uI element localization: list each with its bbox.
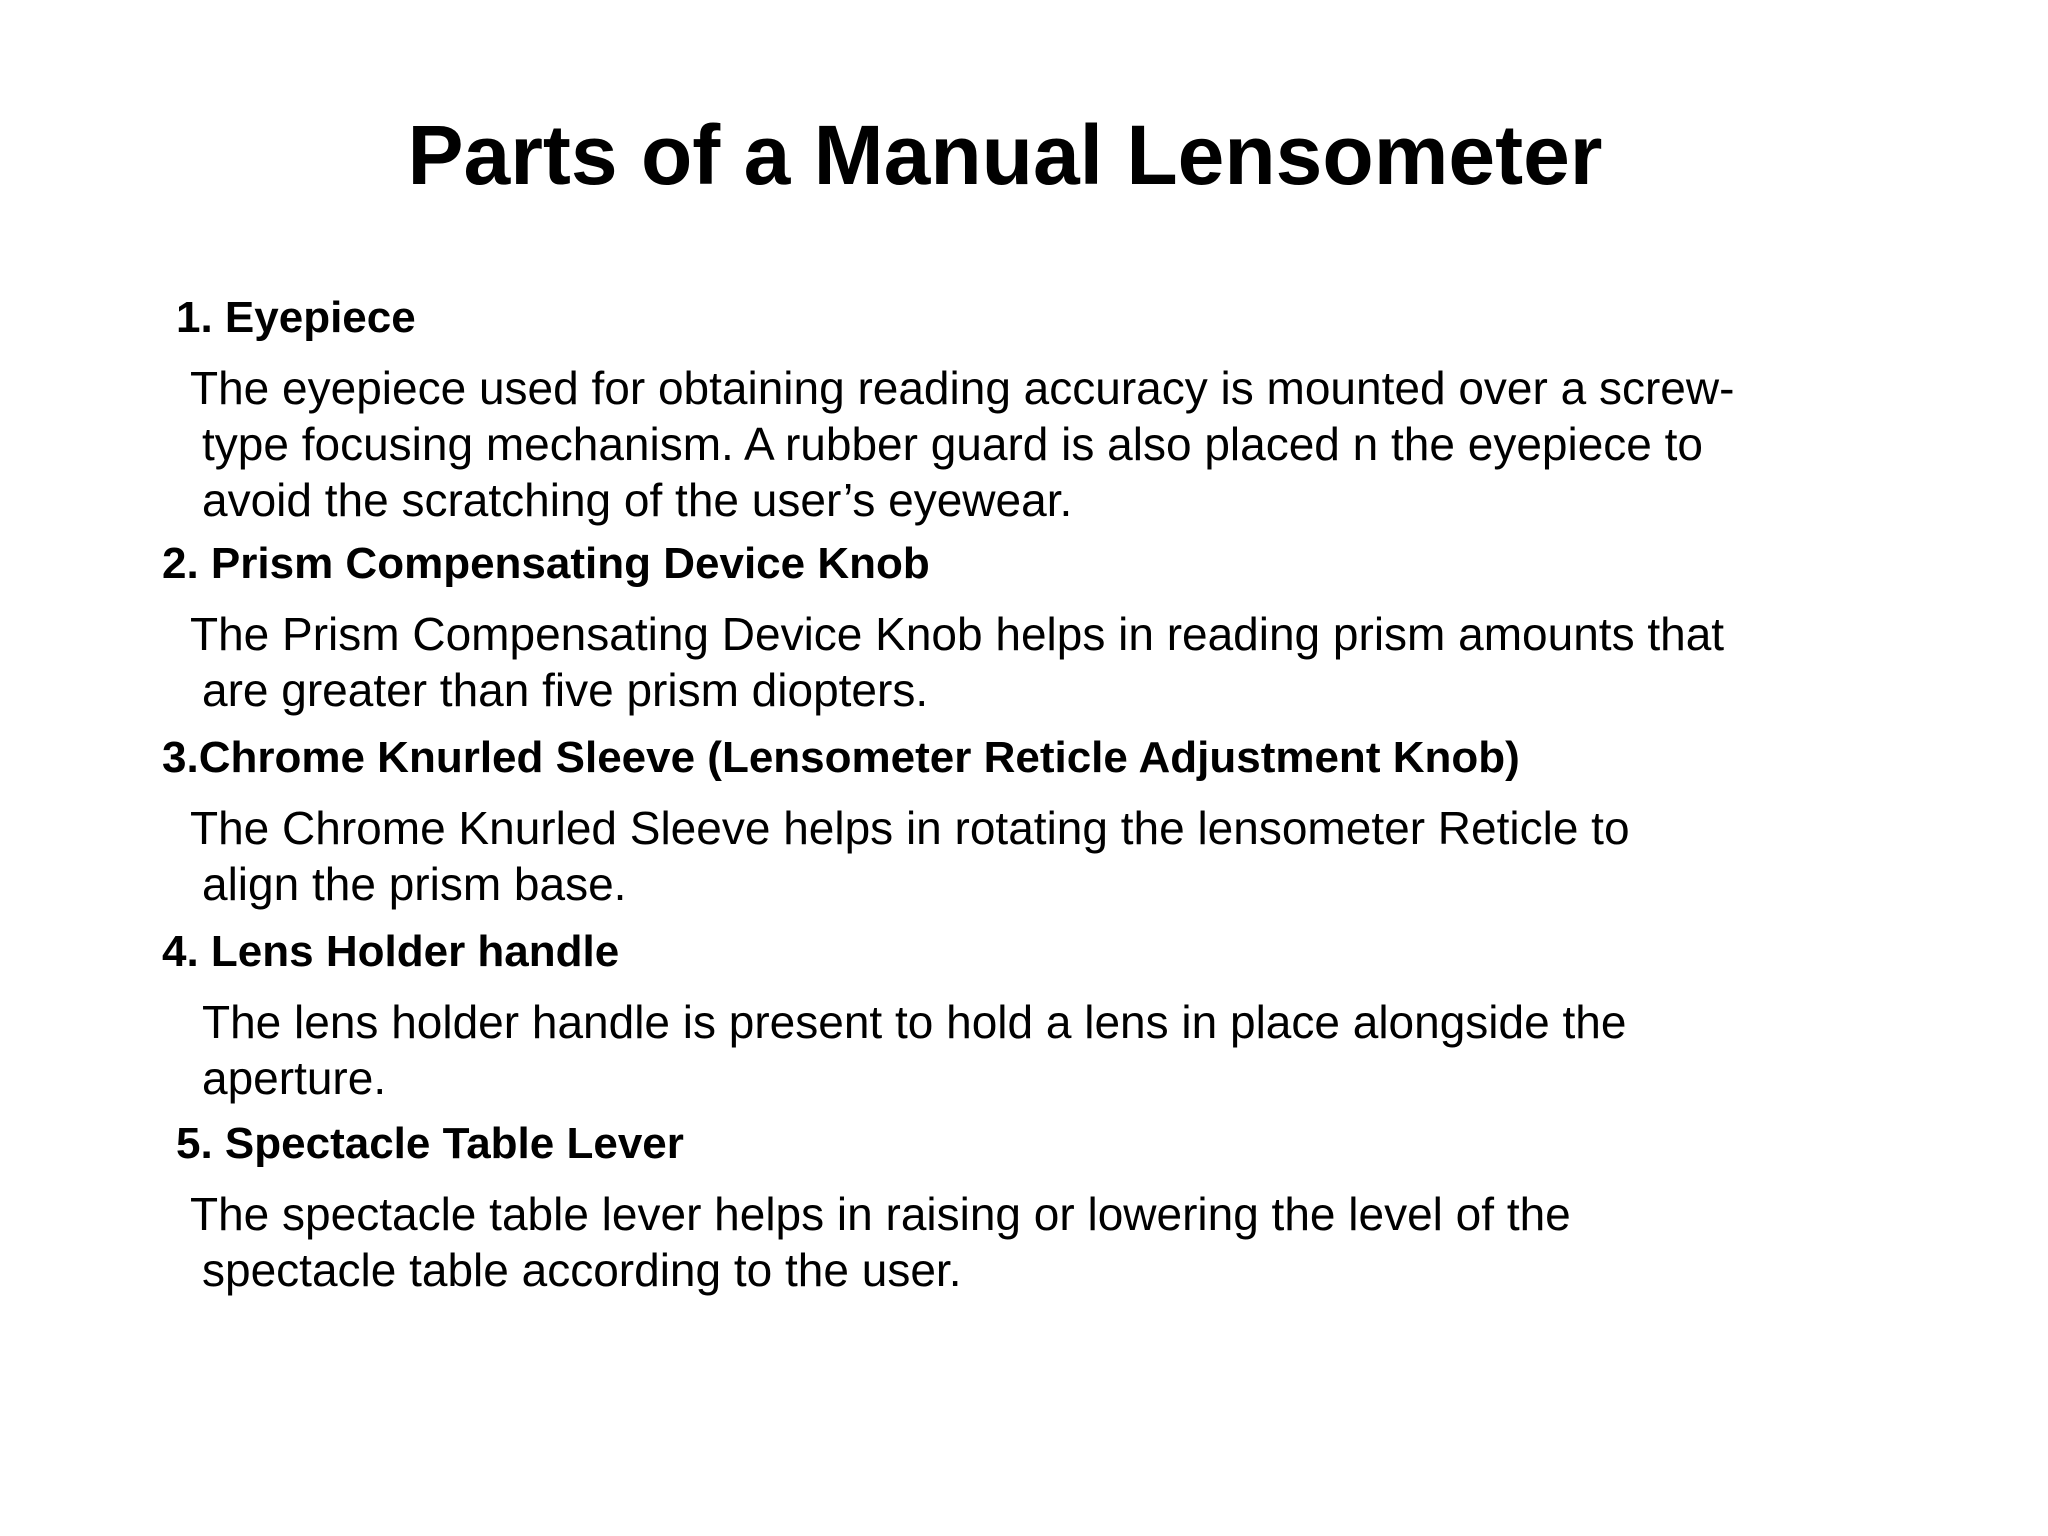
- description-line: The eyepiece used for obtaining reading accuracy is mounted over a screw-: [190, 362, 1735, 414]
- description-line: aperture.: [202, 1052, 387, 1104]
- item-heading-eyepiece: 1. Eyepiece: [176, 293, 416, 342]
- description-line: The Chrome Knurled Sleeve helps in rotating the lensometer Reticle to: [190, 802, 1630, 854]
- description-line: are greater than five prism diopters.: [202, 664, 929, 716]
- description-line: spectacle table according to the user.: [202, 1244, 962, 1296]
- description-line: The spectacle table lever helps in raising or lowering the level of the: [190, 1188, 1571, 1240]
- item-description-spectacle-lever: [190, 1186, 1571, 1298]
- description-line: The lens holder handle is present to hold a lens in place alongside the: [202, 996, 1627, 1048]
- item-description-prism-knob: [190, 606, 1724, 718]
- item-heading-spectacle-lever: 5. Spectacle Table Lever: [176, 1119, 684, 1168]
- item-description-lens-holder: [202, 994, 1626, 1106]
- item-heading-lens-holder: 4. Lens Holder handle: [162, 927, 620, 976]
- description-line: type focusing mechanism. A rubber guard is also placed n the eyepiece to: [202, 418, 1704, 470]
- description-line: avoid the scratching of the user’s eyewear.: [202, 474, 1073, 526]
- slide-title: Parts of a Manual Lensometer: [407, 108, 1603, 202]
- item-heading-chrome-sleeve: 3.Chrome Knurled Sleeve (Lensometer Reticle Adjustment Knob): [162, 733, 1520, 782]
- item-description-chrome-sleeve: [190, 800, 1630, 912]
- description-line: The Prism Compensating Device Knob helps in reading prism amounts that: [190, 608, 1725, 660]
- item-description-eyepiece: [190, 360, 1734, 528]
- description-line: align the prism base.: [202, 858, 627, 910]
- item-heading-prism-knob: 2. Prism Compensating Device Knob: [162, 539, 930, 588]
